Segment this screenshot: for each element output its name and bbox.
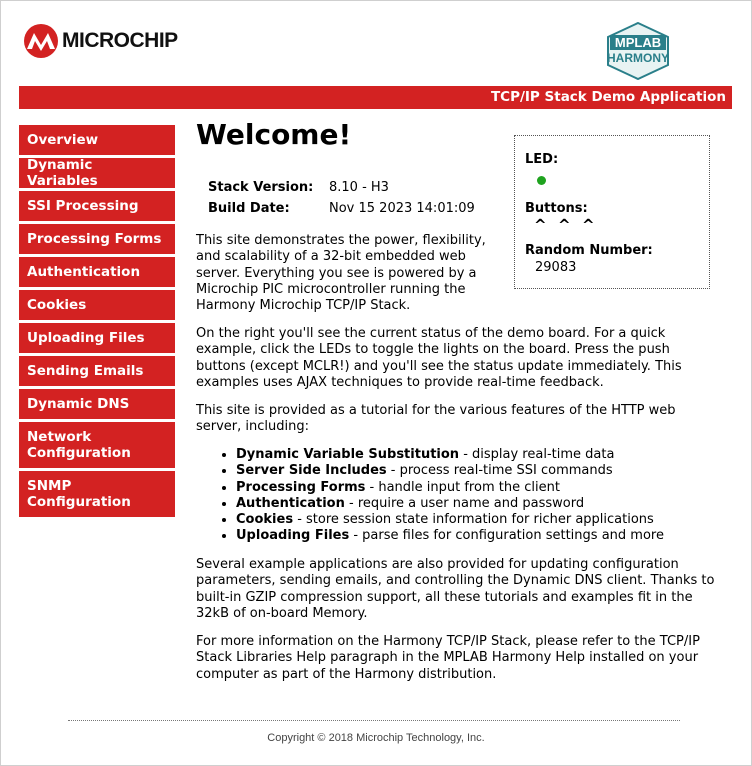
buttons-state: [534, 216, 606, 234]
nav-overview[interactable]: Overview: [19, 125, 175, 155]
list-item: [236, 463, 664, 479]
feature-name: Dynamic Variable Substitution: [236, 447, 460, 462]
nav-processing-forms[interactable]: Processing Forms: [19, 224, 175, 254]
feature-name: Uploading Files: [236, 528, 350, 544]
list-item: [236, 512, 664, 528]
nav-authentication[interactable]: Authentication: [19, 257, 175, 287]
brand-name: MICROCHIP: [62, 29, 178, 52]
stack-version-row: [208, 180, 389, 196]
board-status-panel: [514, 135, 710, 289]
feature-name: Server Side Includes: [236, 463, 387, 479]
sidebar-nav: [19, 125, 175, 520]
copyright: Copyright © 2018 Microchip Technology, Inc.: [267, 732, 485, 744]
feature-desc: - process real-time SSI commands: [386, 463, 613, 479]
header-banner: [19, 86, 732, 109]
nav-cookies[interactable]: Cookies: [19, 290, 175, 320]
feature-desc: - display real-time data: [459, 447, 615, 462]
led-label: LED:: [525, 152, 559, 167]
random-number-value: 29083: [535, 260, 577, 275]
nav-ssi-processing[interactable]: SSI Processing: [19, 191, 175, 221]
microchip-logo-icon: [23, 24, 59, 58]
random-number-label: Random Number:: [525, 243, 653, 258]
tutorial-paragraph: This site is provided as a tutorial for the various features of the HTTP web server, including:: [196, 403, 676, 435]
list-item: [236, 447, 664, 463]
mplab-harmony-logo: [596, 22, 680, 80]
more-info-paragraph: For more information on the Harmony TCP/IP Stack, please refer to the TCP/IP Stack Libraries Help paragraph in the MPLAB Harmony Help installed on your computer as part of the Harmony distribution.: [196, 634, 700, 682]
nav-sending-emails[interactable]: Sending Emails: [19, 356, 175, 386]
feature-name: Cookies: [236, 512, 294, 528]
feature-desc: - parse files for configuration settings and more: [349, 528, 664, 544]
stack-version-label: Stack Version:: [208, 180, 314, 195]
status-paragraph: On the right you'll see the current status of the demo board. For a quick example, click the LEDs to toggle the lights on the board. Press the push buttons (except MCLR!) and you'll see the status update immediately. This examples uses AJAX techniques to provide real-time feedback.: [196, 326, 682, 390]
intro-paragraph: This site demonstrates the power, flexibility, and scalability of a 32-bit embedded web server. Everything you see is powered by a Microchip PIC microcontroller running the Harmony Microchip TCP/IP Stack.: [196, 233, 486, 314]
examples-paragraph: Several example applications are also provided for updating configuration parameters, sending emails, and controlling the Dynamic DNS client. Thanks to built-in GZIP compression support, all these tutorials and examples fit in the 32kB of on-board Memory.: [196, 557, 715, 621]
nav-dynamic-dns[interactable]: Dynamic DNS: [19, 389, 175, 419]
nav-snmp-configuration[interactable]: SNMP Configuration: [19, 471, 175, 517]
feature-desc: - handle input from the client: [365, 479, 560, 495]
build-date-value: Nov 15 2023 14:01:09: [329, 201, 475, 216]
list-item: [236, 480, 664, 496]
feature-name: Processing Forms: [236, 479, 366, 495]
app-title: TCP/IP Stack Demo Application: [490, 89, 726, 105]
microchip-logo[interactable]: [23, 24, 178, 58]
logo-line1: MPLAB: [614, 35, 662, 50]
build-date-row: [208, 201, 475, 217]
feature-list: [236, 447, 664, 545]
feature-desc: - store session state information for richer applications: [293, 512, 654, 528]
footer-divider: [68, 720, 680, 721]
buttons-label: Buttons:: [525, 201, 588, 216]
nav-network-configuration[interactable]: Network Configuration: [19, 422, 175, 468]
list-item: [236, 496, 664, 512]
nav-uploading-files[interactable]: Uploading Files: [19, 323, 175, 353]
led-indicator[interactable]: [537, 176, 546, 185]
nav-dynamic-variables[interactable]: Dynamic Variables: [19, 158, 175, 188]
list-item: [236, 528, 664, 544]
stack-version-value: 8.10 - H3: [329, 180, 389, 195]
button-state-1: ^: [534, 216, 547, 234]
page-title: Welcome!: [196, 118, 352, 151]
build-date-label: Build Date:: [208, 201, 290, 216]
logo-line2: HARMONY: [607, 51, 669, 65]
feature-desc: - require a user name and password: [344, 495, 585, 511]
feature-name: Authentication: [236, 495, 345, 511]
button-state-2: ^: [558, 216, 571, 234]
button-state-3: ^: [582, 216, 595, 234]
